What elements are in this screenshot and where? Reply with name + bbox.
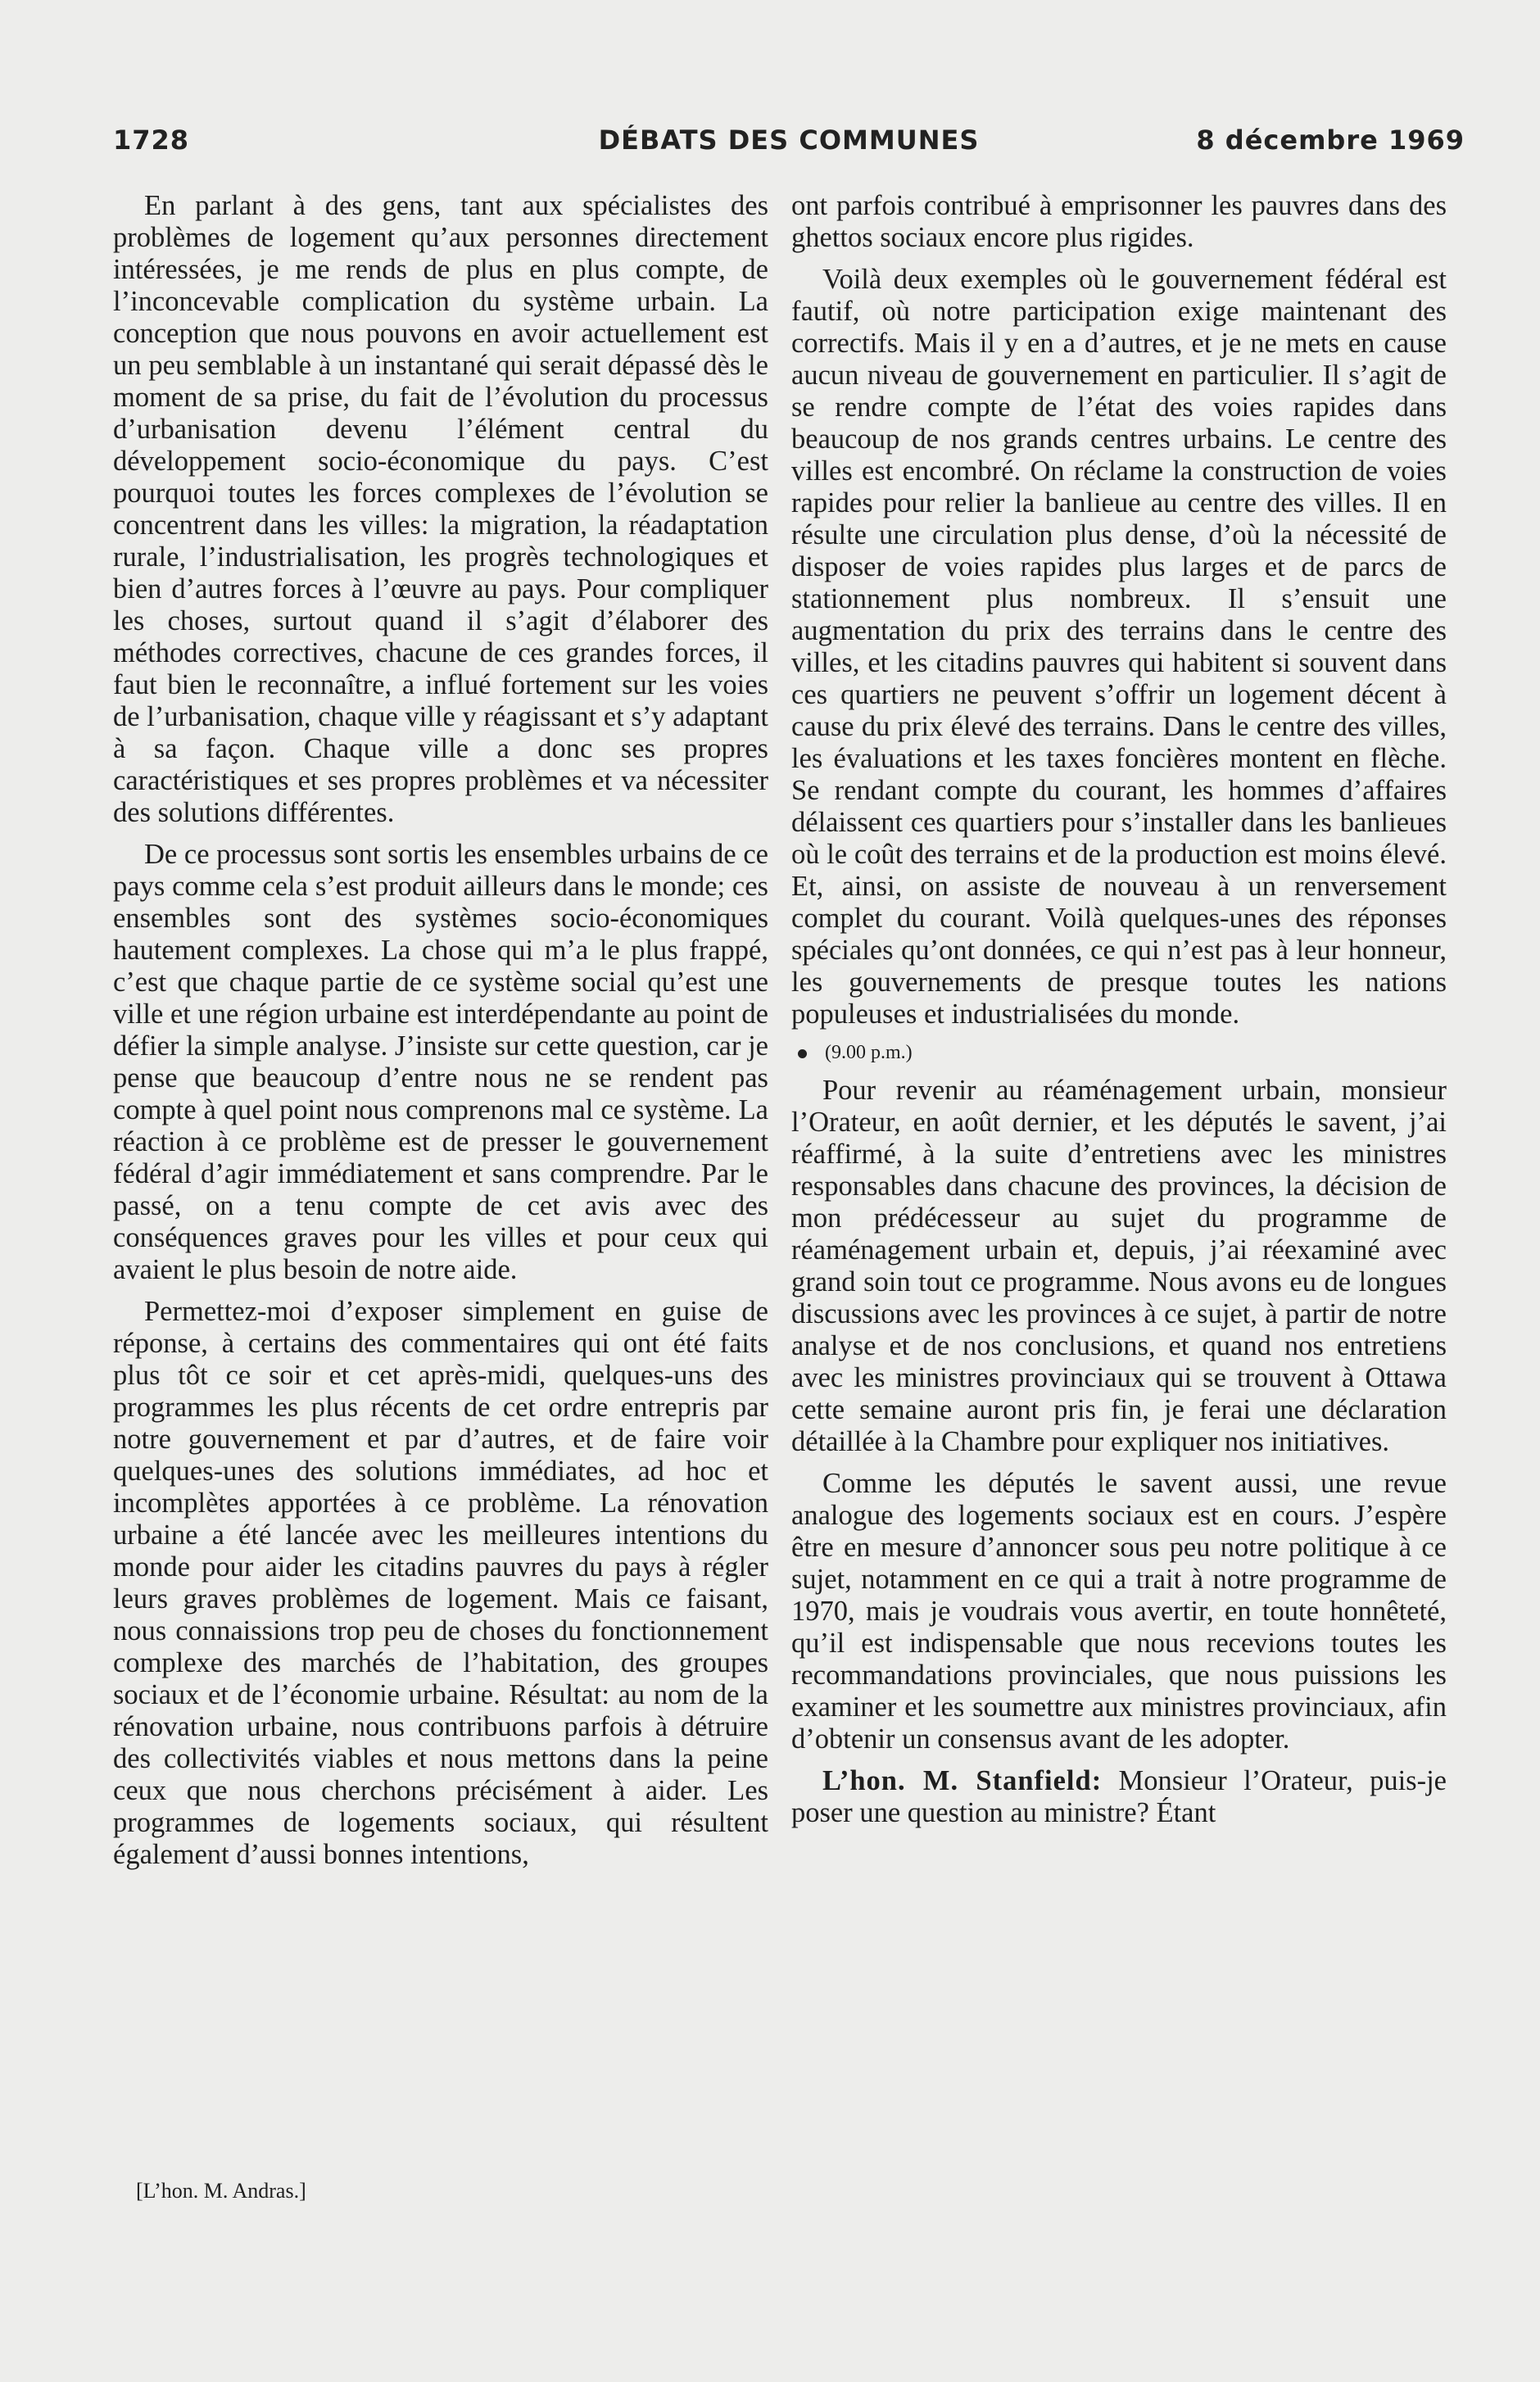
time-marker-text: (9.00 p.m.)	[825, 1042, 913, 1063]
speaker-name: L’hon. M. Stanfield:	[822, 1765, 1103, 1796]
paragraph: En parlant à des gens, tant aux spécialistes des problèmes de logement qu’aux personnes directement intéressées, je me rends de plus en plus compte, de l’inconcevable complication du système urbain. La conception que nous pouvons en avoir actuellement est un peu semblable à un instantané qui serait dépassé dès le moment de sa prise, du fait de l’évolution du processus d’urbanisation devenu l’élément central du développement socio-économique du pays. C’est pourquoi toutes les forces complexes de l’évolution se concentrent dans les villes: la migration, la réadaptation rurale, l’industrialisation, les progrès technologiques et bien d’autres forces à l’œuvre au pays. Pour compliquer les choses, surtout quand il s’agit d’élaborer des méthodes correctives, chacune de ces grandes forces, il faut bien le reconnaître, a influé fortement sur les voies de l’urbanisation, chaque ville y réagissant et s’y adaptant à sa façon. Chaque ville a donc ses propres caractéristiques et ses propres problèmes et va nécessiter des solutions différentes.	[113, 190, 768, 828]
paragraph: ont parfois contribué à emprisonner les pauvres dans des ghettos sociaux encore plus rigides.	[791, 190, 1447, 253]
page-number: 1728	[113, 125, 190, 156]
time-marker	[798, 1040, 1447, 1065]
paragraph: Voilà deux exemples où le gouvernement fédéral est fautif, où notre participation exige maintenant des correctifs. Mais il y en a d’autres, et je ne mets en cause aucun niveau de gouvernement en particulier. Il s’agit de se rendre compte de l’état des voies rapides dans beaucoup de nos grands centres urbains. Le centre des villes est encombré. On réclame la construction de voies rapides pour relier la banlieue au centre des villes. Il en résulte une circulation plus dense, d’où la nécessité de disposer de voies rapides plus larges et de parcs de stationnement plus nombreux. Il s’ensuit une augmentation du prix des terrains dans le centre des villes, et les citadins pauvres qui habitent si souvent dans ces quartiers ne peuvent s’offrir un logement décent à cause du prix élevé des terrains. Dans le centre des villes, les évaluations et les taxes foncières montent en flèche. Se rendant compte du courant, les hommes d’affaires délaissent ces quartiers pour s’installer dans les banlieues où le coût des terrains et de la production est moins élevé. Et, ainsi, on assiste de nouveau à un renversement complet du courant. Voilà quelques-unes des réponses spéciales qu’ont données, ce qui n’est pas à leur honneur, les gouvernements de presque toutes les nations populeuses et industrialisées du monde.	[791, 264, 1447, 1030]
paragraph: De ce processus sont sortis les ensembles urbains de ce pays comme cela s’est produit ailleurs dans le monde; ces ensembles sont des systèmes socio-économiques hautement complexes. La chose qui m’a le plus frappé, c’est que chaque partie de ce système social qu’est une ville et une région urbaine est interdépendante au point de défier la simple analyse. J’insiste sur cette question, car je pense que beaucoup d’entre nous ne se rendent pas compte à quel point nous comprenons mal ce système. La réaction à ce problème est de presser le gouvernement fédéral d’agir immédiatement et sans comprendre. Par le passé, on a tenu compte de cet avis avec des conséquences graves pour les villes et pour ceux qui avaient le plus besoin de notre aide.	[113, 839, 768, 1285]
left-column	[113, 190, 768, 1881]
right-column	[791, 190, 1447, 1839]
paragraph: Comme les députés le savent aussi, une revue analogue des logements sociaux est en cours. J’espère être en mesure d’annoncer sous peu notre politique à ce sujet, notamment en ce qui a trait à notre programme de 1970, mais je voudrais vous avertir, en toute honnêteté, qu’il est indispensable que nous recevions toutes les recommandations provinciales, que nous puissions les examiner et les soumettre aux ministres provinciaux, afin d’obtenir un consensus avant de les adopter.	[791, 1468, 1447, 1755]
page-header	[113, 125, 1465, 170]
paragraph: Permettez-moi d’exposer simplement en guise de réponse, à certains des commentaires qui ont été faits plus tôt ce soir et cet après-midi, quelques-uns des programmes les plus récents de cet ordre entrepris par notre gouvernement et par d’autres, et de faire voir quelques-unes des solutions immédiates, ad hoc et incomplètes apportées à ce problème. La rénovation urbaine a été lancée avec les meilleures intentions du monde pour aider les citadins pauvres du pays à régler leurs graves problèmes de logement. Mais ce faisant, nous connaissions trop peu de choses du fonctionnement complexe des marchés de l’habitation, des groupes sociaux et de l’économie urbaine. Résultat: au nom de la rénovation urbaine, nous contribuons parfois à détruire des collectivités viables et nous mettons dans la peine ceux que nous cherchons précisément à aider. Les programmes de logements sociaux, qui résultent également d’aussi bonnes intentions,	[113, 1296, 768, 1870]
bullet-icon	[798, 1049, 807, 1058]
speaker-attribution: [L’hon. M. Andras.]	[136, 2179, 306, 2203]
paragraph: Pour revenir au réaménagement urbain, monsieur l’Orateur, en août dernier, et les députés le savent, j’ai réaffirmé, à la suite d’entretiens avec les ministres responsables dans chacune des provinces, la décision de mon prédécesseur au sujet du programme de réaménagement urbain et, depuis, j’ai réexaminé avec grand soin tout ce programme. Nous avons eu de longues discussions avec les provinces à ce sujet, à partir de notre analyse et de nos conclusions, et quand nos entretiens avec les ministres provinciaux qui se trouvent à Ottawa cette semaine auront pris fin, je ferai une déclaration détaillée à la Chambre pour expliquer nos initiatives.	[791, 1075, 1447, 1457]
speaker-text: Monsieur l’Orateur, puis-je poser une question au ministre? Étant	[791, 1765, 1447, 1828]
publication-title: DÉBATS DES COMMUNES	[598, 125, 980, 156]
page-date: 8 décembre 1969	[1196, 125, 1465, 156]
speaker-paragraph	[791, 1765, 1447, 1829]
